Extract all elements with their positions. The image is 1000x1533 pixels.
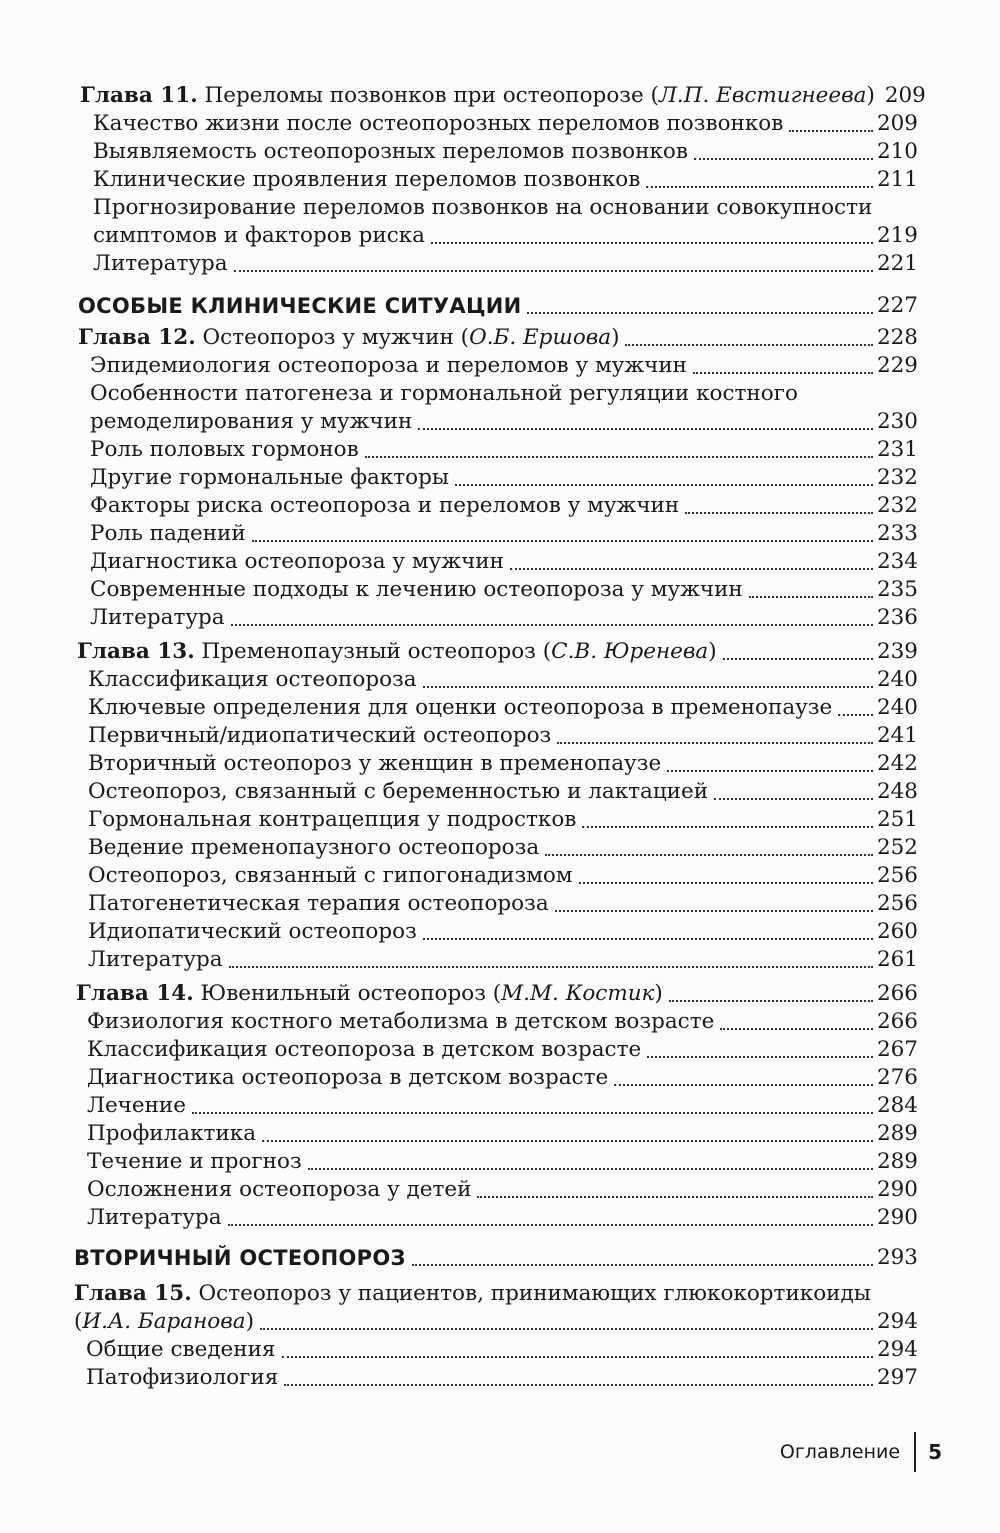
leader-dots <box>229 966 873 968</box>
item-title: Современные подходы к лечению остеопороза у мужчин <box>90 577 743 602</box>
leader-dots <box>423 938 873 940</box>
toc-item[interactable] <box>93 166 918 194</box>
item-title: Лечение <box>87 1093 186 1118</box>
leader-dots <box>557 742 873 744</box>
page-number: 210 <box>876 139 918 164</box>
item-title: Остеопороз, связанный с беременностью и лактацией <box>88 779 709 804</box>
item-title: Вторичный остеопороз у женщин в пременопаузе <box>88 751 662 776</box>
item-title: Ведение пременопаузного остеопороза <box>88 835 540 860</box>
page-number: 233 <box>876 521 918 546</box>
toc-item[interactable] <box>86 1364 918 1392</box>
leader-dots <box>262 1140 873 1142</box>
leader-dots <box>234 270 873 272</box>
toc-item[interactable] <box>87 1148 918 1176</box>
item-title: Диагностика остеопороза у мужчин <box>90 549 504 574</box>
item-title: Физиология костного метаболизма в детском возрасте <box>87 1009 715 1034</box>
item-title: Литература <box>88 947 223 972</box>
toc-item[interactable] <box>88 834 918 862</box>
chapter-label: Глава 11. <box>80 83 198 108</box>
leader-dots <box>192 1112 873 1114</box>
toc-item[interactable] <box>90 352 918 380</box>
leader-dots <box>694 158 873 160</box>
item-title: Литература <box>87 1205 222 1230</box>
page-number: 248 <box>876 779 918 804</box>
page-number: 242 <box>876 751 918 776</box>
page-number-footer: 5 <box>928 1440 942 1464</box>
toc-chapter-15[interactable]: Глава 15. Остеопороз у пациентов, принимающих глюкокортикоиды (И.А. Баранова) 294 <box>74 1281 918 1334</box>
toc-item[interactable] <box>88 694 918 722</box>
item-title: Литература <box>90 605 225 630</box>
page-number: 232 <box>876 465 918 490</box>
toc-item[interactable] <box>88 946 918 974</box>
leader-dots <box>685 512 873 514</box>
toc-item[interactable] <box>88 862 918 890</box>
leader-dots <box>838 714 873 716</box>
toc-item[interactable] <box>93 110 918 138</box>
leader-dots <box>646 186 873 188</box>
item-title: Остеопороз, связанный с гипогонадизмом <box>88 863 573 888</box>
chapter-author: О.Б. Ершова <box>469 325 612 350</box>
leader-dots <box>527 312 872 314</box>
item-title: Патогенетическая терапия остеопороза <box>88 891 549 916</box>
page-number: 230 <box>876 409 918 434</box>
page-number: 251 <box>876 807 918 832</box>
toc-chapter-12[interactable]: Глава 12. Остеопороз у мужчин (О.Б. Ершова) 228 <box>78 325 918 350</box>
toc-item[interactable] <box>90 492 918 520</box>
leader-dots <box>260 1328 873 1330</box>
page-number: 284 <box>876 1093 918 1118</box>
page-number: 252 <box>876 835 918 860</box>
toc-item[interactable] <box>88 750 918 778</box>
item-title: Выявляемость остеопорозных переломов позвонков <box>93 139 688 164</box>
toc-item[interactable] <box>87 1064 918 1092</box>
leader-dots <box>749 596 873 598</box>
leader-dots <box>365 456 873 458</box>
toc-item[interactable] <box>88 666 918 694</box>
page-number: 297 <box>876 1365 918 1390</box>
toc-item[interactable] <box>90 604 918 632</box>
toc-item[interactable] <box>90 520 918 548</box>
toc-item[interactable] <box>93 138 918 166</box>
toc-item[interactable] <box>88 722 918 750</box>
leader-dots <box>720 1028 873 1030</box>
chapter-title: Переломы позвонков при остеопорозе <box>204 83 644 108</box>
toc-item[interactable] <box>93 250 918 278</box>
page-number: 260 <box>876 919 918 944</box>
page-number: 241 <box>876 723 918 748</box>
page-number: 240 <box>876 667 918 692</box>
leader-dots <box>669 1000 873 1002</box>
page-number: 267 <box>876 1037 918 1062</box>
section-title: ОСОБЫЕ КЛИНИЧЕСКИЕ СИТУАЦИИ <box>78 294 522 318</box>
page-number: 209 <box>884 83 926 108</box>
chapter-author: И.А. Баранова <box>82 1309 246 1334</box>
leader-dots <box>455 484 873 486</box>
leader-dots <box>545 854 873 856</box>
toc-section-secondary-osteoporosis[interactable] <box>74 1244 918 1272</box>
page-number: 235 <box>876 577 918 602</box>
leader-dots <box>252 540 873 542</box>
page-number: 266 <box>876 981 918 1006</box>
page-number: 294 <box>876 1337 918 1362</box>
item-title: Общие сведения <box>86 1337 276 1362</box>
toc-item[interactable] <box>93 194 918 250</box>
leader-dots <box>412 1264 873 1266</box>
chapter-author: Л.П. Евстигнеева <box>658 83 867 108</box>
page-number: 229 <box>876 353 918 378</box>
leader-dots <box>714 798 873 800</box>
item-title: Эпидемиология остеопороза и переломов у мужчин <box>90 353 687 378</box>
leader-dots <box>582 826 873 828</box>
item-title: Классификация остеопороза в детском возрасте <box>87 1037 642 1062</box>
page-number: 289 <box>876 1121 918 1146</box>
item-title: Клинические проявления переломов позвонков <box>93 167 641 192</box>
item-title: Осложнения остеопороза у детей <box>87 1177 472 1202</box>
leader-dots <box>693 372 873 374</box>
item-title: Идиопатический остеопороз <box>88 919 417 944</box>
page-number: 231 <box>876 437 918 462</box>
leader-dots <box>625 344 872 346</box>
page-number: 294 <box>876 1309 918 1334</box>
page-number: 239 <box>876 639 918 664</box>
page-number: 290 <box>876 1205 918 1230</box>
toc-item[interactable] <box>87 1204 918 1232</box>
page-number: 234 <box>876 549 918 574</box>
page-number: 266 <box>876 1009 918 1034</box>
toc-item[interactable] <box>90 380 918 436</box>
page-number: 256 <box>876 891 918 916</box>
page-number: 290 <box>876 1177 918 1202</box>
chapter-label: Глава 12. <box>78 325 196 350</box>
item-title-line1: Особенности патогенеза и гормональной регуляции костного <box>90 381 798 406</box>
page-number: 236 <box>876 605 918 630</box>
page-number: 227 <box>876 293 918 318</box>
leader-dots <box>510 568 873 570</box>
running-footer-label: Оглавление <box>779 1441 901 1463</box>
page-number: 240 <box>876 695 918 720</box>
chapter-title: Остеопороз у мужчин <box>202 325 454 350</box>
page-number: 276 <box>876 1065 918 1090</box>
chapter-author: С.В. Юренева <box>551 639 709 664</box>
item-title: Ключевые определения для оценки остеопороза в пременопаузе <box>88 695 833 720</box>
leader-dots <box>423 686 873 688</box>
leader-dots <box>418 428 873 430</box>
page-number: 289 <box>876 1149 918 1174</box>
item-title-line1: Прогнозирование переломов позвонков на основании совокупности <box>93 195 873 220</box>
toc-item[interactable] <box>87 1176 918 1204</box>
item-title: Течение и прогноз <box>87 1149 302 1174</box>
item-title: Классификация остеопороза <box>88 667 417 692</box>
toc-item[interactable] <box>87 1120 918 1148</box>
toc-item[interactable] <box>87 1092 918 1120</box>
chapter-title: Остеопороз у пациентов, принимающих глюкокортикоиды <box>198 1281 871 1306</box>
toc-item[interactable] <box>88 778 918 806</box>
chapter-label: Глава 15. <box>74 1281 192 1306</box>
toc-item[interactable] <box>90 464 918 492</box>
section-title: ВТОРИЧНЫЙ ОСТЕОПОРОЗ <box>74 1246 406 1270</box>
toc-item[interactable] <box>90 576 918 604</box>
chapter-title: Ювенильный остеопороз <box>200 981 486 1006</box>
page-number: 256 <box>876 863 918 888</box>
leader-dots <box>308 1168 873 1170</box>
chapter-author: М.М. Костик <box>501 981 655 1006</box>
leader-dots <box>614 1084 873 1086</box>
toc-item[interactable] <box>87 1008 918 1036</box>
item-title: Другие гормональные факторы <box>90 465 449 490</box>
leader-dots <box>284 1384 873 1386</box>
item-title-line2: симптомов и факторов риска <box>93 223 425 248</box>
item-title: Качество жизни после остеопорозных переломов позвонков <box>93 111 784 136</box>
toc-chapter-11[interactable]: Глава 11. Переломы позвонков при остеопорозе (Л.П. Евстигнеева) 209 <box>80 83 926 108</box>
item-title: Литература <box>93 251 228 276</box>
toc-item[interactable] <box>88 918 918 946</box>
toc-item[interactable] <box>88 890 918 918</box>
page-footer <box>780 1432 942 1472</box>
toc-chapter-14[interactable]: Глава 14. Ювенильный остеопороз (М.М. Костик) 266 <box>76 981 918 1006</box>
leader-dots <box>723 658 873 660</box>
leader-dots <box>477 1196 872 1198</box>
page-number: 228 <box>876 325 918 350</box>
toc-item[interactable] <box>90 548 918 576</box>
leader-dots <box>231 624 873 626</box>
leader-dots <box>667 770 873 772</box>
item-title: Факторы риска остеопороза и переломов у мужчин <box>90 493 680 518</box>
chapter-label: Глава 13. <box>77 639 195 664</box>
leader-dots <box>228 1224 873 1226</box>
item-title: Профилактика <box>87 1121 257 1146</box>
item-title: Роль половых гормонов <box>90 437 359 462</box>
item-title: Роль падений <box>90 521 246 546</box>
toc-chapter-13[interactable]: Глава 13. Пременопаузный остеопороз (С.В. Юренева) 239 <box>77 639 918 664</box>
item-title: Диагностика остеопороза в детском возрасте <box>87 1065 609 1090</box>
leader-dots <box>789 130 873 132</box>
item-title-line2: ремоделирования у мужчин <box>90 409 413 434</box>
page-number: 261 <box>876 947 918 972</box>
toc-item[interactable] <box>90 436 918 464</box>
page-number: 209 <box>876 111 918 136</box>
item-title: Патофизиология <box>86 1365 279 1390</box>
page-number: 293 <box>876 1245 918 1270</box>
chapter-title: Пременопаузный остеопороз <box>201 639 536 664</box>
page-number: 232 <box>876 493 918 518</box>
leader-dots <box>579 882 873 884</box>
leader-dots <box>555 910 873 912</box>
page-number: 219 <box>876 223 918 248</box>
page-number: 211 <box>876 167 918 192</box>
leader-dots <box>647 1056 873 1058</box>
toc-item[interactable] <box>86 1336 918 1364</box>
item-title: Первичный/идиопатический остеопороз <box>88 723 552 748</box>
toc-section-special-situations[interactable] <box>78 292 918 320</box>
chapter-label: Глава 14. <box>76 981 194 1006</box>
page-number: 221 <box>876 251 918 276</box>
item-title: Гормональная контрацепция у подростков <box>88 807 577 832</box>
leader-dots <box>431 242 873 244</box>
toc-item[interactable] <box>88 806 918 834</box>
leader-dots <box>282 1356 873 1358</box>
toc-item[interactable] <box>87 1036 918 1064</box>
